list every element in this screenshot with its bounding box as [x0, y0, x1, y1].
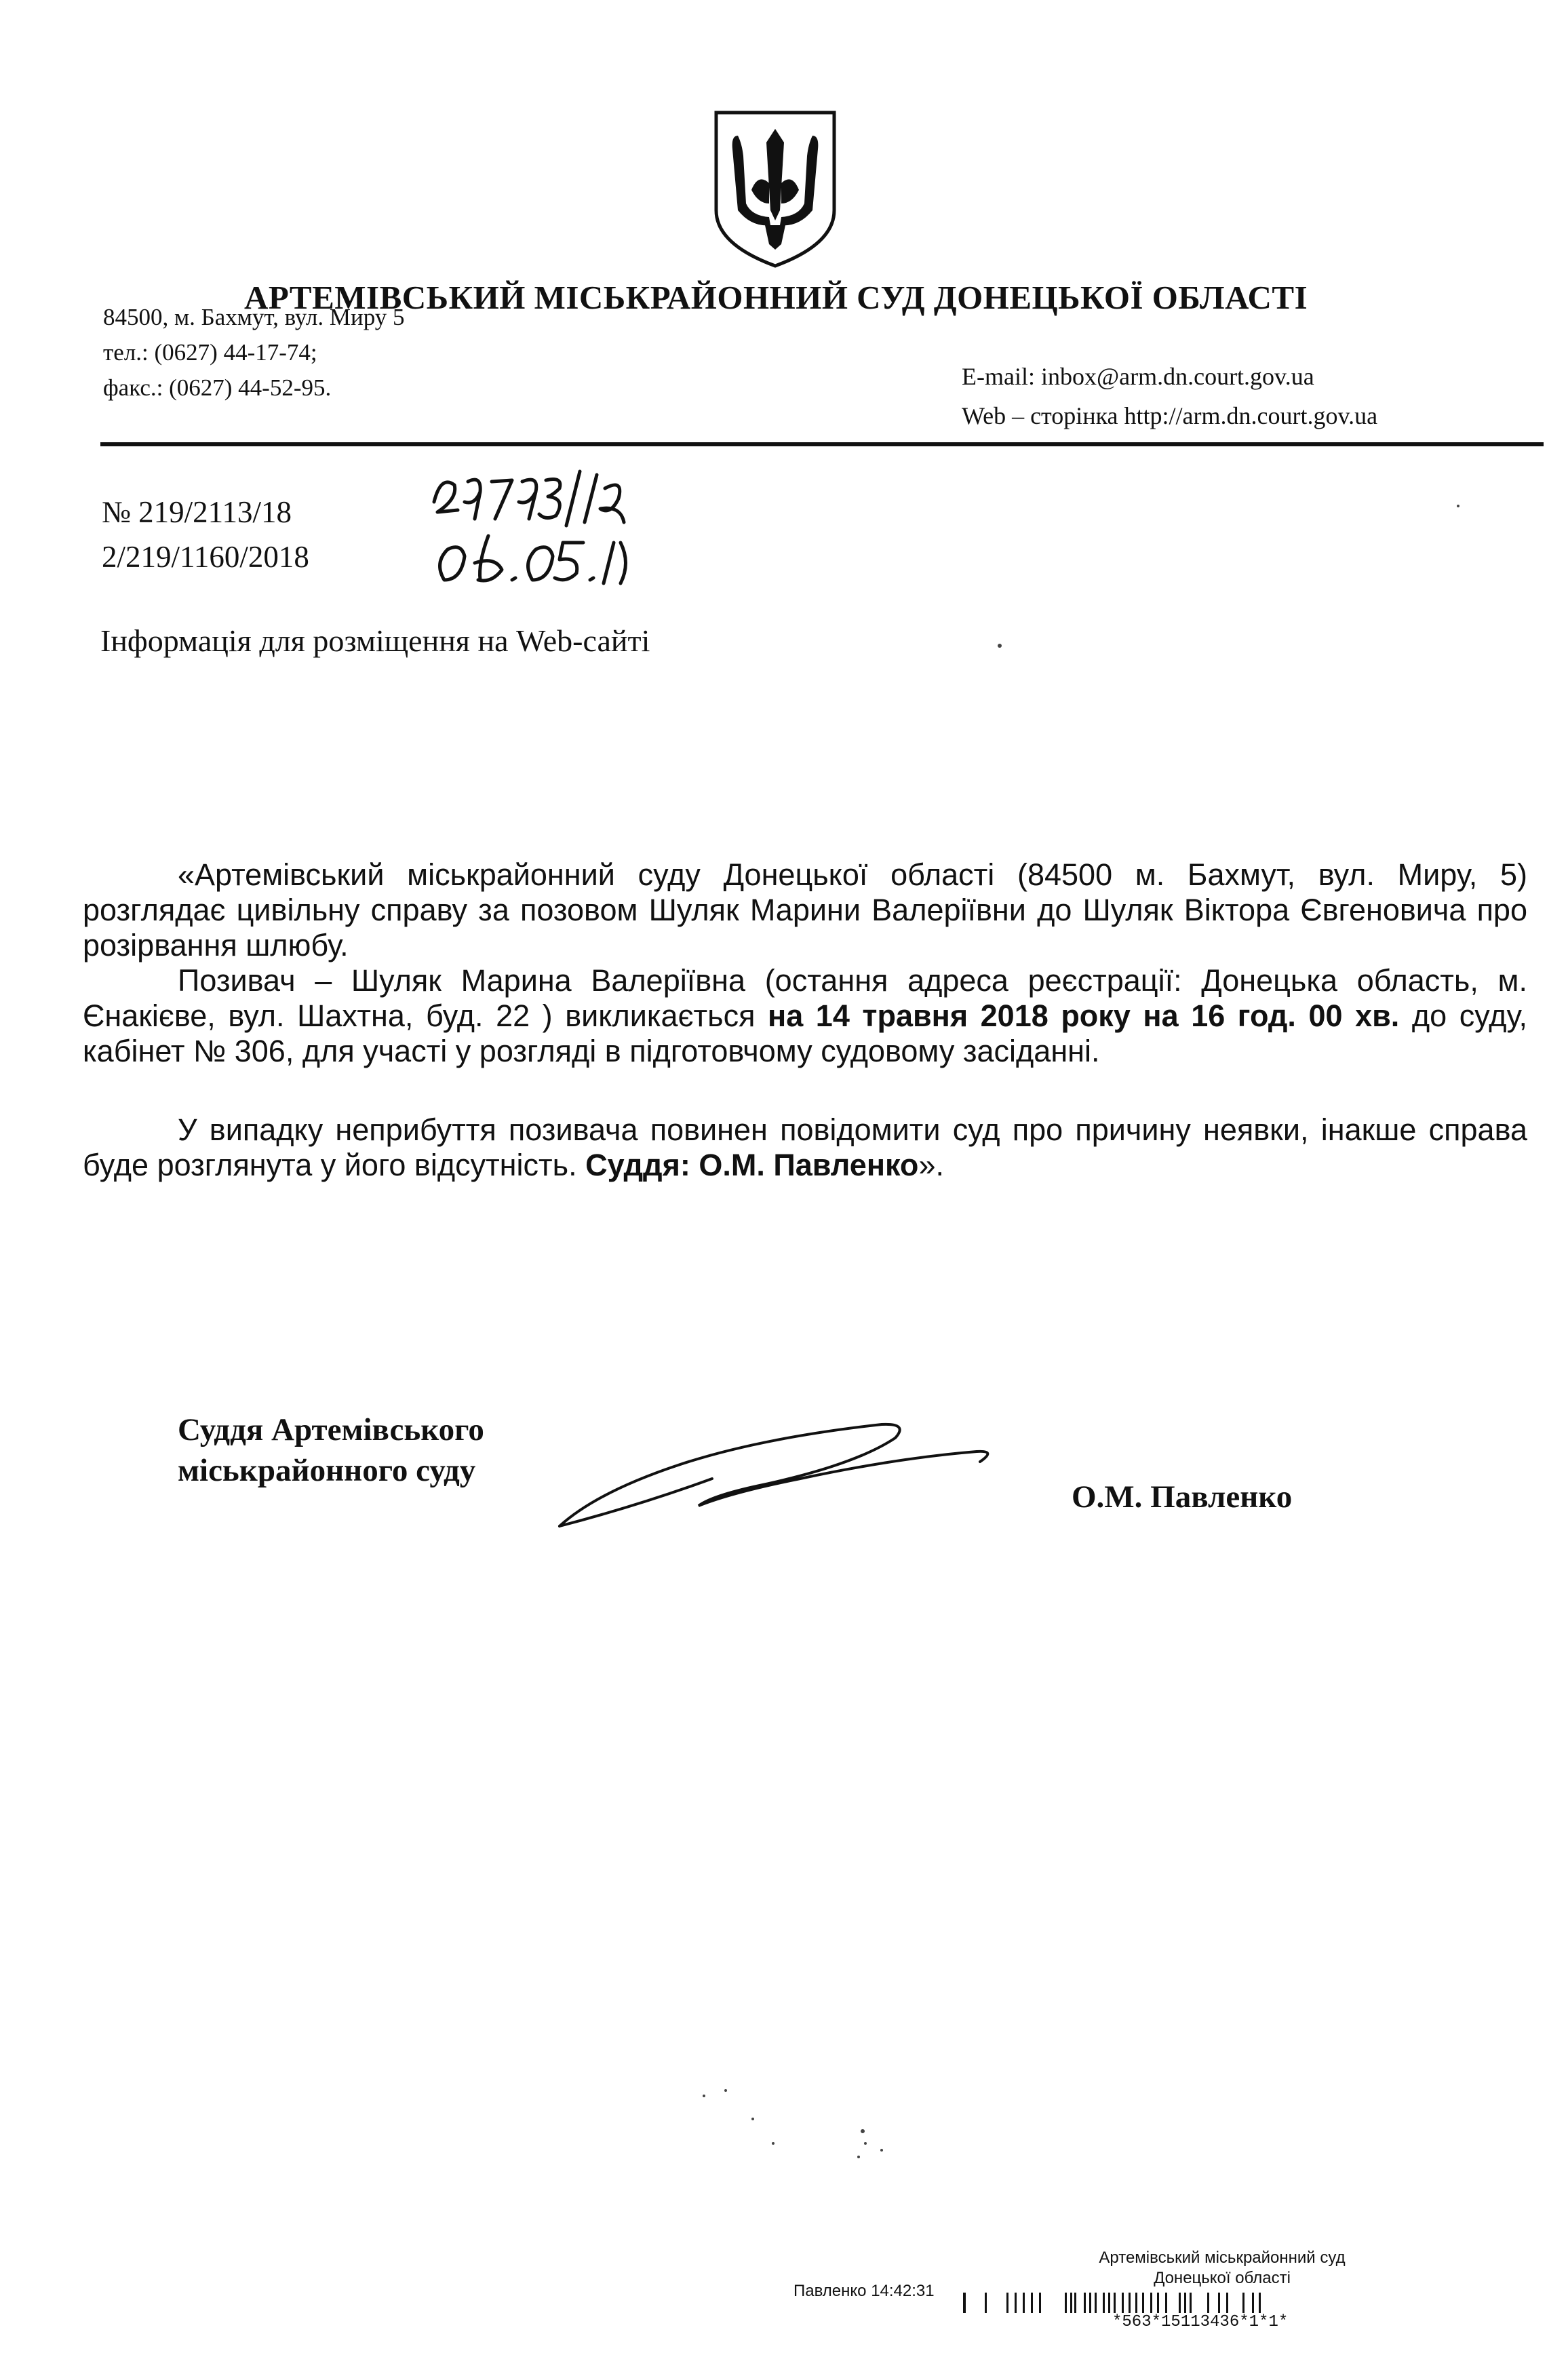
summons-text-end: до суду, кабінет № 306, для участі у розгляді в підготовчому судовому засіданні.	[83, 998, 1527, 1068]
signatory-title	[178, 1409, 484, 1491]
judge-reference: Суддя: О.М. Павленко	[585, 1148, 919, 1182]
summons-text-start: Позивач – Шуляк Марина Валеріївна (остання адреса реєстрації: Донецька область, м. Єнакієве, вул. Шахтна, буд. 22 ) викликається	[83, 963, 1527, 1033]
paragraph-case: «Артемівський міськрайонний суду Донецької області (84500 м. Бахмут, вул. Миру, 5) розглядає цивільну справу за позовом Шуляк Марини Валеріївни до Шуляк Віктора Євгеновича про розірвання шлюбу.	[83, 857, 1527, 962]
handwritten-signature	[556, 1411, 1004, 1540]
signatory-title-line1: Суддя Артемівського	[178, 1412, 484, 1447]
case-number: № 219/2113/18	[102, 495, 292, 529]
signatory-name: О.М. Павленко	[1072, 1479, 1293, 1515]
contact-block-left	[103, 300, 405, 406]
closing-quote: ».	[918, 1148, 944, 1182]
handwritten-registration-mark	[427, 461, 685, 597]
registry-stamp-line2: Донецької області	[1154, 2269, 1291, 2287]
registry-stamp-court	[1066, 2248, 1378, 2289]
paragraph-absence	[83, 1112, 1527, 1183]
hearing-date: на 14 травня 2018 року на 16 год. 00 хв.	[768, 998, 1400, 1033]
absence-text: У випадку неприбуття позивача повинен повідомити суд про причину неявки, інакше справа буде розглянута у його відсутність.	[83, 1112, 1527, 1182]
court-website: Web – сторінка http://arm.dn.court.gov.ua	[962, 402, 1378, 429]
signatory-title-line2: міськрайонного суду	[178, 1453, 476, 1488]
court-phone: тел.: (0627) 44-17-74;	[103, 339, 317, 366]
contact-block-right	[962, 357, 1377, 435]
paragraph-summons	[83, 963, 1527, 1069]
registry-stamp-author-time: Павленко 14:42:31	[793, 2282, 935, 2300]
court-address: 84500, м. Бахмут, вул. Миру 5	[103, 304, 405, 330]
notice-body	[83, 857, 1527, 1183]
header-divider	[100, 442, 1544, 446]
court-email: E-mail: inbox@arm.dn.court.gov.ua	[962, 363, 1314, 390]
registration-numbers	[102, 490, 309, 579]
coat-of-arms-icon	[711, 109, 840, 269]
registry-stamp-line1: Артемівський міськрайонний суд	[1099, 2249, 1346, 2267]
proceeding-number: 2/219/1160/2018	[102, 540, 309, 574]
document-subject: Інформація для розміщення на Web-сайті	[100, 623, 650, 658]
barcode-id: *563*15113436*1*1*	[1112, 2313, 1289, 2331]
court-name-heading: АРТЕМІВСЬКИЙ МІСЬКРАЙОННИЙ СУД ДОНЕЦЬКОЇ ОБЛАСТІ	[244, 279, 1308, 316]
barcode-icon	[963, 2290, 1465, 2314]
court-fax: факс.: (0627) 44-52-95.	[103, 374, 332, 401]
